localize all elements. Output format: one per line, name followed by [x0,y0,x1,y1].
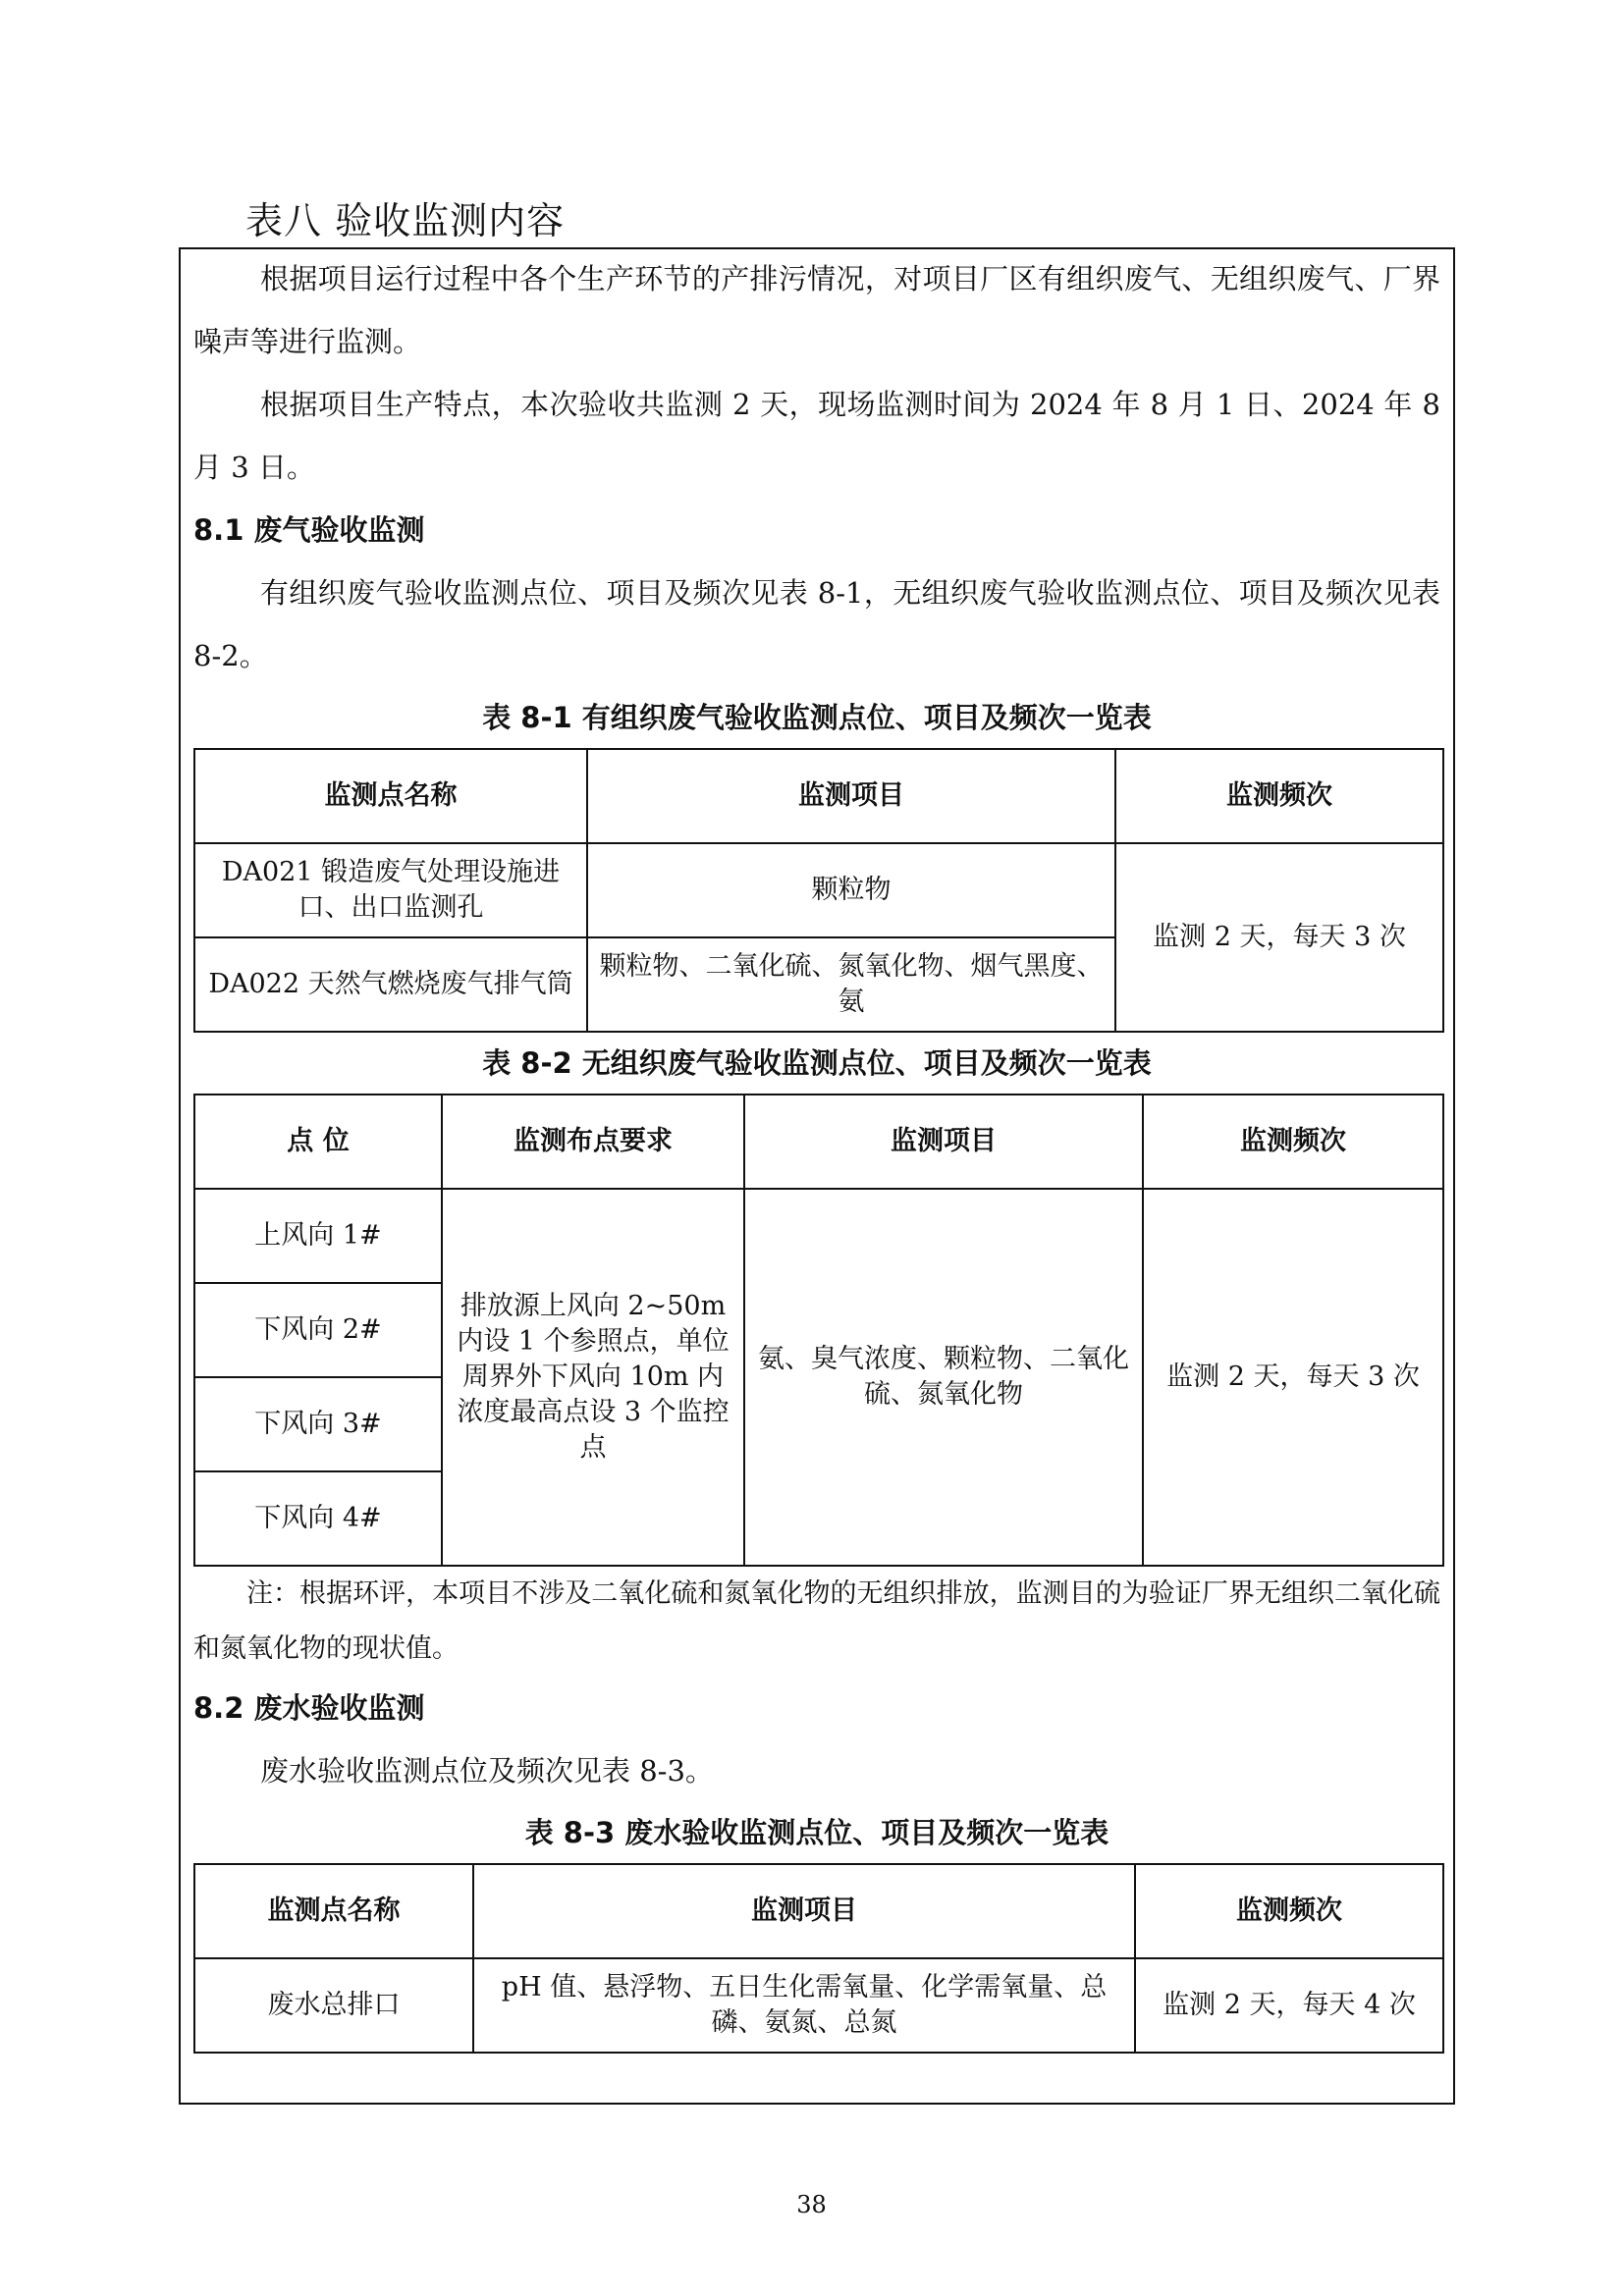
table-header-cell: 监测布点要求 [442,1095,744,1189]
table-8-1-caption: 表 8-1 有组织废气验收监测点位、项目及频次一览表 [482,701,1152,734]
table-row [194,1189,1443,1283]
table-8-2 [193,1094,1444,1567]
section-8-1-title: 8.1 废气验收监测 [193,513,425,547]
table-cell: DA021 锻造废气处理设施进口、出口监测孔 [194,843,587,937]
table-cell: 上风向 1# [194,1189,442,1283]
table-header-cell: 监测项目 [473,1864,1135,1958]
table-cell: 监测 2 天，每天 3 次 [1115,843,1443,1032]
table-cell: 下风向 4# [194,1471,442,1566]
table-cell: 颗粒物 [587,843,1115,937]
page-number: 38 [796,2191,827,2218]
table-cell: 颗粒物、二氧化硫、氮氧化物、烟气黑度、氨 [587,937,1115,1032]
table-header-cell: 点 位 [194,1095,442,1189]
table-row [194,843,1443,937]
table-8-3 [193,1863,1444,2054]
section-8-1-intro: 有组织废气验收监测点位、项目及频次见表 8-1，无组织废气验收监测点位、项目及频次见表 8-2。 [193,576,1440,672]
table-8-3-caption: 表 8-3 废水验收监测点位、项目及频次一览表 [524,1816,1109,1849]
table-8-2-caption: 表 8-2 无组织废气验收监测点位、项目及频次一览表 [482,1046,1152,1080]
table-header-cell: 监测项目 [744,1095,1143,1189]
section-8-2-intro: 废水验收监测点位及频次见表 8-3。 [260,1754,714,1788]
table-cell: 监测 2 天，每天 4 次 [1135,1958,1443,2053]
table-header-cell: 监测频次 [1143,1095,1443,1189]
table-cell: 废水总排口 [194,1958,473,2053]
table-cell: pH 值、悬浮物、五日生化需氧量、化学需氧量、总磷、氨氮、总氮 [473,1958,1135,2053]
table-header-cell: 监测点名称 [194,1864,473,1958]
document-body [193,247,1440,2054]
page-title: 表八 验收监测内容 [245,199,566,242]
paragraph-intro: 根据项目运行过程中各个生产环节的产排污情况，对项目厂区有组织废气、无组织废气、厂界噪声等进行监测。 [193,262,1440,358]
table-header-cell: 监测频次 [1115,749,1443,843]
table-cell: 监测 2 天，每天 3 次 [1143,1189,1443,1566]
table-cell: 排放源上风向 2~50m 内设 1 个参照点，单位周界外下风向 10m 内浓度最高点设 3 个监控点 [442,1189,744,1566]
section-8-2-title: 8.2 废水验收监测 [193,1691,425,1725]
table-header-cell: 监测项目 [587,749,1115,843]
table-cell: 氨、臭气浓度、颗粒物、二氧化硫、氮氧化物 [744,1189,1143,1566]
paragraph-schedule: 根据项目生产特点，本次验收共监测 2 天，现场监测时间为 2024 年 8 月 1 日、2024 年 8 月 3 日。 [193,388,1440,484]
table-cell: DA022 天然气燃烧废气排气筒 [194,937,587,1032]
table-8-2-note: 注：根据环评，本项目不涉及二氧化硫和氮氧化物的无组织排放，监测目的为验证厂界无组织二氧化硫和氮氧化物的现状值。 [193,1578,1440,1664]
table-8-1 [193,748,1444,1033]
table-row [194,1958,1443,2053]
table-header-cell: 监测频次 [1135,1864,1443,1958]
table-cell: 下风向 2# [194,1283,442,1377]
table-cell: 下风向 3# [194,1377,442,1471]
table-header-cell: 监测点名称 [194,749,587,843]
